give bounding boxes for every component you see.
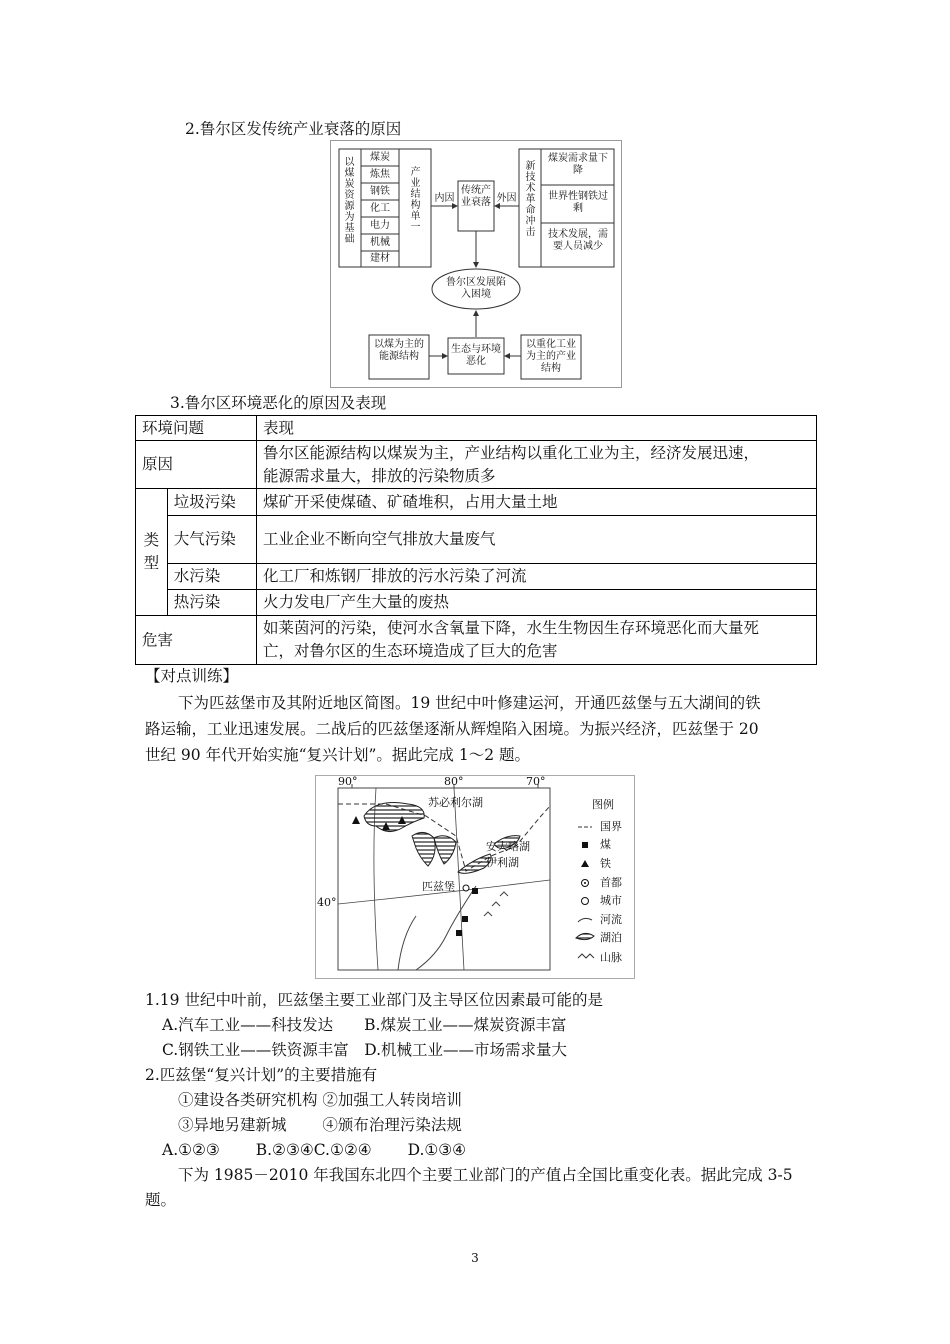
tech-fewer-staff-label: 技术发展，需要人员减少	[548, 229, 608, 252]
longitude-80: 80°	[444, 775, 464, 788]
intro-line-2: 路运输，工业迅速发展。二战后的匹兹堡逐渐从辉煌陷入困境。为振兴经济，匹兹堡于 20	[145, 720, 759, 738]
q2-options: A.①②③ B.②③④C.①②④ D.①③④	[162, 1141, 467, 1159]
cause-row	[136, 441, 817, 489]
header-performance: 表现	[257, 416, 817, 441]
type-name: 垃圾污染	[167, 489, 256, 516]
traditional-decline-label: 传统产业衰落	[461, 185, 491, 208]
type-desc: 化工厂和炼钢厂排放的污水污染了河流	[257, 564, 817, 590]
legend-mountain: 山脉	[600, 951, 622, 964]
harm-text-line-2: 亡，对鲁尔区的生态环境造成了巨大的危害	[263, 642, 558, 660]
q1-options-ab: A.汽车工业——科技发达 B.煤炭工业——煤炭资源丰富	[162, 1016, 567, 1034]
pittsburgh-map	[315, 775, 635, 979]
legend-border: 国界	[600, 820, 622, 833]
type-desc: 火力发电厂产生大量的废热	[257, 590, 817, 616]
table-row	[136, 564, 817, 590]
q1-options-cd: C.钢铁工业——铁资源丰富 D.机械工业——市场需求量大	[162, 1041, 568, 1059]
q2-stem: 2.匹兹堡“复兴计划”的主要措施有	[145, 1066, 378, 1084]
industry-machinery: 机械	[370, 237, 390, 248]
steel-surplus-label: 世界性钢铁过剩	[548, 191, 608, 214]
harm-text-line-1: 如莱茵河的污染，使河水含氧量下降，水生生物因生存环境恶化而大量死	[263, 619, 760, 637]
table-row	[136, 489, 817, 516]
type-name: 水污染	[167, 564, 256, 590]
energy-structure-label: 以煤为主的能源结构	[374, 339, 424, 362]
ruhr-decline-diagram	[330, 140, 622, 388]
q2-line-2: ③异地另建新城 ④颁布治理污染法规	[178, 1116, 462, 1134]
eco-deterioration-label: 生态与环境恶化	[451, 344, 501, 367]
heavy-industry-label: 以重化工业为主的产业结构	[526, 339, 576, 374]
lake-erie-label: 伊利湖	[486, 856, 519, 869]
header-problem: 环境问题	[136, 416, 257, 441]
industry-steel: 钢铁	[370, 186, 390, 197]
latitude-40: 40°	[317, 896, 337, 909]
legend-coal: 煤	[600, 838, 611, 851]
type-label	[136, 489, 168, 616]
cause-label: 原因	[136, 441, 257, 489]
single-structure-label: 产业结构单一	[410, 167, 421, 233]
cause-text-line-1: 鲁尔区能源结构以煤炭为主，产业结构以重化工业为主，经济发展迅速，	[263, 443, 760, 462]
environment-table	[135, 415, 817, 665]
page-number: 3	[471, 1251, 479, 1265]
lake-superior-label: 苏必利尔湖	[428, 796, 483, 809]
legend-title: 图例	[592, 798, 614, 811]
legend-lake: 湖泊	[600, 931, 622, 944]
industry-chemical: 化工	[370, 203, 390, 214]
legend-capital: 首都	[600, 876, 622, 889]
coal-base-label: 以煤炭资源为基础	[344, 157, 355, 245]
intro-q3-5-line-1: 下为 1985－2010 年我国东北四个主要工业部门的产值占全国比重变化表。据此完成 3-5	[178, 1166, 793, 1184]
harm-text	[257, 616, 817, 665]
legend-river: 河流	[600, 913, 622, 926]
table-row	[136, 590, 817, 616]
internal-cause-label: 内因	[434, 193, 455, 204]
industry-coking: 炼焦	[370, 169, 390, 180]
q2-line-1: ①建设各类研究机构 ②加强工人转岗培训	[178, 1091, 462, 1109]
section-2-title: 2.鲁尔区发传统产业衰落的原因	[185, 120, 402, 138]
harm-label: 危害	[136, 616, 257, 665]
intro-q3-5-line-2: 题。	[145, 1191, 177, 1209]
longitude-90: 90°	[338, 775, 358, 788]
section-3-title: 3.鲁尔区环境恶化的原因及表现	[170, 394, 387, 412]
legend-iron: 铁	[600, 857, 611, 870]
external-cause-label: 外因	[496, 193, 517, 204]
lake-ontario-label: 安大略湖	[486, 840, 530, 853]
type-desc: 煤矿开采使煤碴、矿碴堆积，占用大量土地	[257, 489, 817, 516]
industry-coal: 煤炭	[370, 152, 390, 163]
table-row	[136, 516, 817, 564]
pittsburgh-label: 匹兹堡	[422, 880, 455, 893]
q1-stem: 1.19 世纪中叶前，匹兹堡主要工业部门及主导区位因素最可能的是	[145, 991, 603, 1009]
type-desc: 工业企业不断向空气排放大量废气	[257, 516, 817, 564]
table-header-row	[136, 416, 817, 441]
intro-line-3: 世纪 90 年代开始实施“复兴计划”。据此完成 1～2 题。	[145, 746, 531, 764]
legend-city: 城市	[600, 894, 622, 907]
type-name: 热污染	[167, 590, 256, 616]
harm-row	[136, 616, 817, 665]
cause-text-line-2: 能源需求量大，排放的污染物质多	[263, 466, 496, 485]
type-label-char-2: 型	[143, 554, 160, 572]
type-label-char-1: 类	[143, 531, 160, 549]
training-title: 【对点训练】	[145, 667, 239, 685]
intro-line-1: 下为匹兹堡市及其附近地区简图。19 世纪中叶修建运河，开通匹兹堡与五大湖间的铁	[178, 694, 761, 712]
type-name: 大气污染	[167, 516, 256, 564]
longitude-70: 70°	[526, 775, 546, 788]
ruhr-difficulty-label: 鲁尔区发展陷入困境	[446, 277, 506, 300]
cause-text	[257, 441, 817, 489]
industry-power: 电力	[370, 220, 390, 231]
tech-revolution-label: 新技术革命冲击	[525, 161, 536, 238]
coal-demand-label: 煤炭需求量下降	[548, 153, 608, 176]
industry-building: 建材	[370, 253, 390, 264]
